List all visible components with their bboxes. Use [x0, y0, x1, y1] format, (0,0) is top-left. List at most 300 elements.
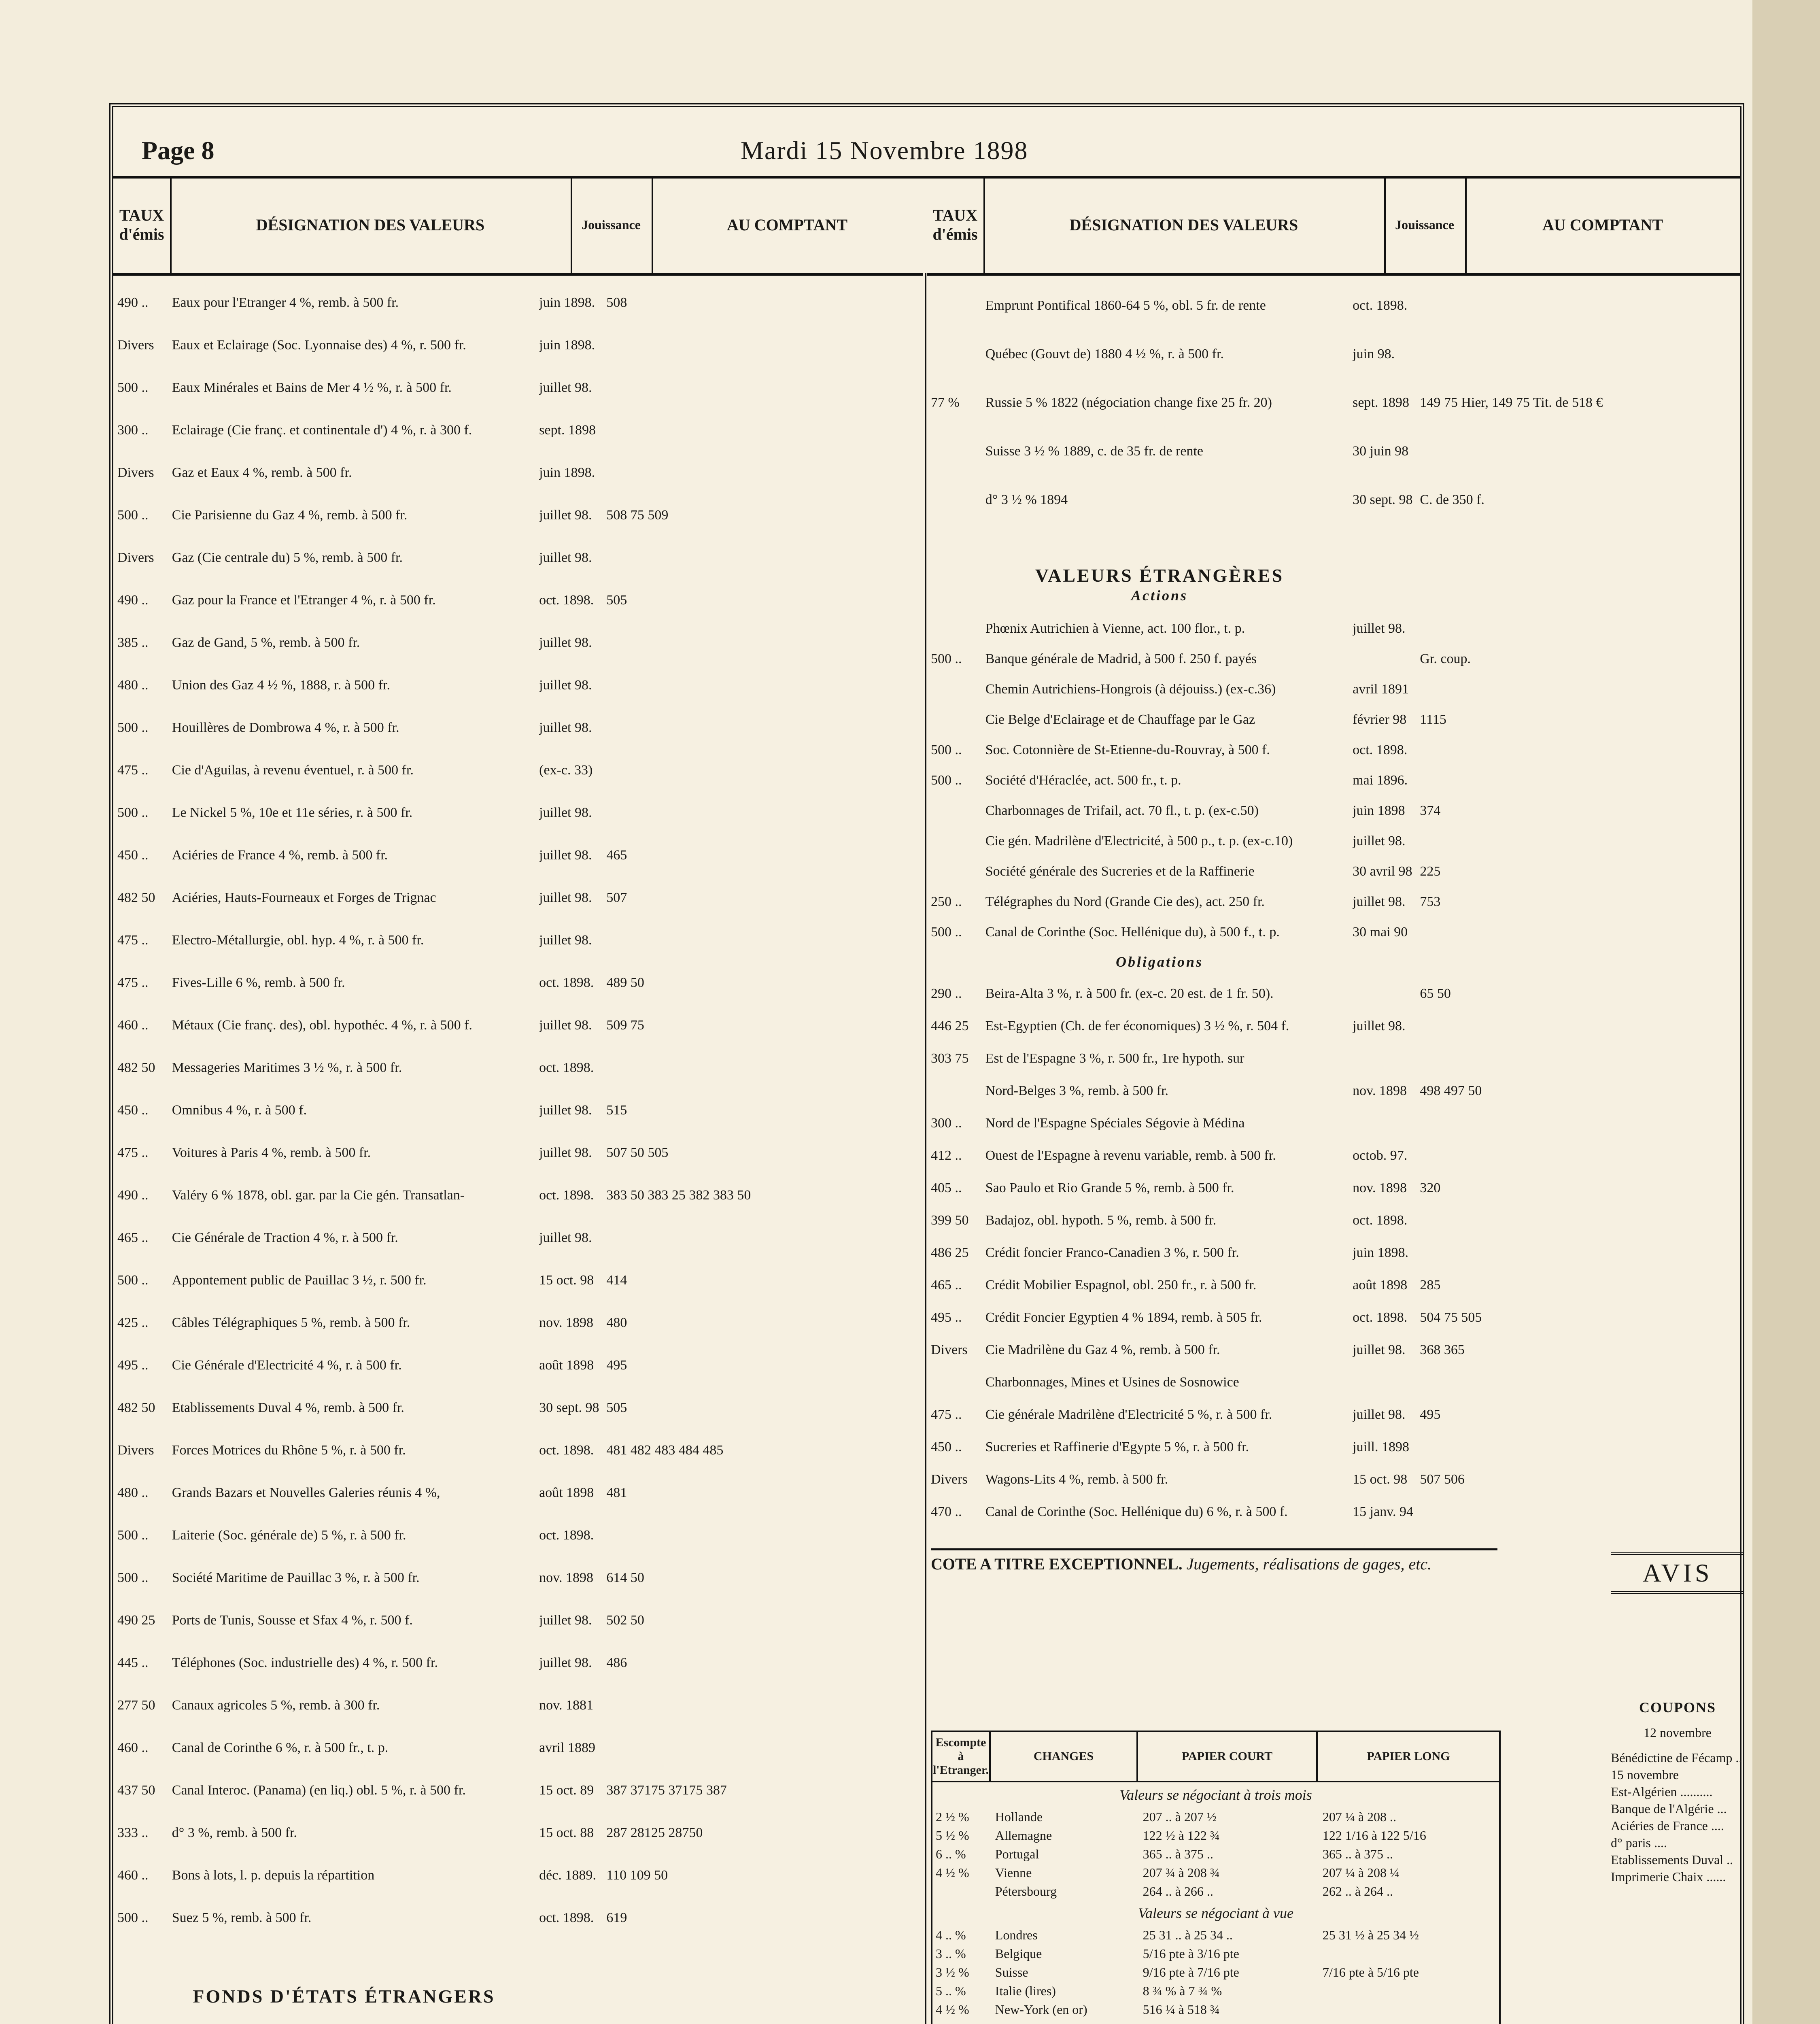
designation-cell: Canaux agricoles 5 %, remb. à 300 fr.: [172, 1698, 380, 1713]
comptant-header-right: AU COMPTANT: [1542, 215, 1663, 234]
table-row: [117, 1004, 923, 1046]
coupon-item: d° paris ....: [1611, 1835, 1667, 1850]
taux-cell: 465 ..: [117, 1230, 149, 1245]
designation-cell: Le Nickel 5 %, 10e et 11e séries, r. à 500 fr.: [172, 805, 413, 820]
designation-cell: [172, 2018, 539, 2024]
designation-cell: Eaux et Eclairage (Soc. Lyonnaise des) 4 %, r. 500 fr.: [172, 338, 466, 353]
taux-cell: Divers: [117, 465, 154, 480]
taux-cell: 475 ..: [117, 763, 149, 778]
table-row: [117, 1896, 923, 1939]
change-court-cell: 264 .. à 266 ..: [1143, 1884, 1213, 1899]
comptant-cell: 225: [1420, 864, 1441, 879]
table-row: [931, 1172, 1736, 1204]
comptant-cell: 1115: [1420, 712, 1446, 727]
designation-cell: Omnibus 4 %, r. à 500 f.: [172, 1103, 307, 1118]
comptant-cell: 465: [606, 848, 627, 863]
comptant-cell: 481 482 483 484 485: [606, 1443, 724, 1458]
comptant-cell: [606, 1726, 923, 1769]
jouissance-cell: juillet 98.: [539, 1018, 592, 1033]
comptant-cell: 414: [606, 1273, 627, 1288]
change-row: [932, 1963, 1499, 1981]
jouissance-cell: nov. 1898: [1353, 1083, 1407, 1098]
jouissance-cell: octob. 97.: [1353, 1148, 1408, 1163]
comptant-cell: 508 75 509: [606, 508, 669, 523]
jouissance-cell: février 98: [1353, 712, 1407, 727]
table-row: [931, 1334, 1736, 1366]
change-long-cell: 7/16 pte à 5/16 pte: [1322, 1965, 1419, 1979]
taux-cell: 470 ..: [931, 1504, 962, 1519]
actions-listing: [931, 613, 1736, 947]
table-row: [117, 791, 923, 834]
coupon-item: 15 novembre: [1611, 1767, 1679, 1782]
table-row: [117, 1556, 923, 1599]
designation-cell: Société d'Héraclée, act. 500 fr., t. p.: [985, 773, 1181, 788]
table-row: [117, 1684, 923, 1726]
jouissance-cell: juin 1898.: [539, 465, 595, 480]
table-row: [117, 451, 923, 494]
comptant-cell: 480: [606, 1315, 627, 1330]
change-row: [932, 1807, 1499, 1826]
taux-cell: 412 ..: [931, 1148, 962, 1163]
designation-cell: d° 3 ½ % 1894: [985, 492, 1068, 507]
table-row: [931, 704, 1736, 735]
jouissance-cell: juillet 98.: [539, 1655, 592, 1670]
taux-cell: 277 50: [117, 1698, 155, 1713]
comptant-cell: 507 506: [1420, 1472, 1465, 1487]
comptant-cell: 502 50: [606, 1613, 644, 1628]
jouissance-cell: juillet 98.: [539, 635, 592, 650]
jouissance-cell: [1353, 1042, 1420, 1075]
designation-cell: Sucreries et Raffinerie d'Egypte 5 %, r. à 500 fr.: [985, 1439, 1249, 1454]
comptant-cell: [606, 2018, 923, 2024]
jouissance-cell: (ex-c. 33): [539, 763, 593, 778]
comptant-cell: 320: [1420, 1180, 1441, 1195]
etrangers-listing: [117, 2018, 923, 2024]
designation-cell: Valéry 6 % 1878, obl. gar. par la Cie gén. Transatlan-: [172, 1188, 465, 1203]
designation-cell: Cie Générale d'Electricité 4 %, r. à 500 fr.: [172, 1358, 402, 1373]
jouissance-cell: 15 oct. 98: [539, 1273, 594, 1288]
table-row: [117, 1046, 923, 1089]
page-date: Mardi 15 Novembre 1898: [741, 136, 1028, 165]
designation-cell: Ouest de l'Espagne à revenu variable, remb. à 500 fr.: [985, 1148, 1276, 1163]
designation-cell: Etablissements Duval 4 %, remb. à 500 fr.: [172, 1400, 404, 1415]
designation-cell: Badajoz, obl. hypoth. 5 %, remb. à 500 fr.: [985, 1213, 1217, 1228]
change-row: [932, 1926, 1499, 1944]
comptant-cell: 486: [606, 1655, 627, 1670]
taux-cell: 460 ..: [117, 1868, 149, 1883]
table-row: [117, 664, 923, 706]
jouissance-cell: juillet 98.: [539, 380, 592, 395]
comptant-cell: 287 28125 28750: [606, 1825, 703, 1840]
jouissance-cell: juin 1898: [1353, 803, 1405, 818]
table-row: [931, 856, 1736, 887]
jouissance-cell: oct. 1898.: [539, 593, 594, 608]
designation-cell: Soc. Cotonnière de St-Etienne-du-Rouvray, à 500 f.: [985, 742, 1270, 757]
table-row: [931, 1042, 1736, 1075]
comptant-cell: [606, 749, 923, 791]
designation-cell: Nord-Belges 3 %, remb. à 500 fr.: [985, 1083, 1169, 1098]
comptant-cell: [1420, 1366, 1736, 1399]
section-subtitle-actions: Actions: [1131, 587, 1188, 604]
taux-cell: 475 ..: [117, 1145, 149, 1160]
jouissance-cell: avril 1891: [1353, 682, 1409, 697]
designation-cell: Canal de Corinthe (Soc. Hellénique du) 6 %, r. à 500 f.: [985, 1504, 1288, 1519]
table-row: [117, 1386, 923, 1429]
table-row: [117, 919, 923, 961]
taux-cell: 425 ..: [117, 1315, 149, 1330]
change-row: [932, 1863, 1499, 1882]
comptant-cell: 515: [606, 1103, 627, 1118]
comptant-cell: [1420, 735, 1736, 765]
change-court-cell: 25 31 .. à 25 34 ..: [1143, 1928, 1233, 1942]
change-esc-cell: 5 ½ %: [936, 1828, 969, 1843]
jouissance-cell: juillet 98.: [539, 933, 592, 948]
taux-cell: 490 ..: [117, 1188, 149, 1203]
comptant-cell: [1420, 826, 1736, 856]
taux-cell: Divers: [117, 338, 154, 353]
comptant-cell: [1420, 1204, 1736, 1237]
comptant-cell: 507 50 505: [606, 1145, 669, 1160]
jouissance-cell: 15 oct. 88: [539, 1825, 594, 1840]
comptant-header: AU COMPTANT: [726, 215, 848, 234]
change-place-cell: Vienne: [995, 1865, 1032, 1880]
change-long-cell: 122 1/16 à 122 5/16: [1322, 1828, 1426, 1843]
change-esc-cell: 4 .. %: [936, 1928, 966, 1942]
taux-cell: Divers: [931, 1472, 968, 1487]
jouissance-cell: 30 sept. 98: [539, 1400, 599, 1415]
table-row: [117, 1259, 923, 1301]
taux-cell: 437 50: [117, 1783, 155, 1798]
newspaper-page: [109, 103, 1744, 2024]
change-place-cell: Pétersbourg: [995, 1884, 1057, 1899]
table-row: [931, 735, 1736, 765]
table-row: [931, 427, 1736, 476]
change-row: [932, 2000, 1499, 2019]
designation-cell: Emprunt Pontifical 1860-64 5 %, obl. 5 fr. de rente: [985, 298, 1266, 313]
comptant-cell: [606, 1046, 923, 1089]
designation-cell: Cie Parisienne du Gaz 4 %, remb. à 500 fr.: [172, 508, 408, 523]
table-row: [931, 1366, 1736, 1399]
designation-cell: Crédit Foncier Egyptien 4 % 1894, remb. à 505 fr.: [985, 1310, 1262, 1325]
jouissance-cell: sept. 1898: [539, 423, 596, 438]
right-column-header: [927, 176, 1740, 276]
three-months-heading: Valeurs se négociant à trois mois: [1119, 1787, 1312, 1803]
jouissance-cell: [1353, 644, 1420, 674]
designation-cell: Wagons-Lits 4 %, remb. à 500 fr.: [985, 1472, 1168, 1487]
change-court-cell: 5/16 pte à 3/16 pte: [1143, 1946, 1239, 1961]
comptant-cell: [606, 791, 923, 834]
table-row: [931, 330, 1736, 378]
comptant-cell: [1420, 281, 1736, 330]
comptant-cell: 374: [1420, 803, 1441, 818]
table-row: [117, 494, 923, 536]
designation-cell: Voitures à Paris 4 %, remb. à 500 fr.: [172, 1145, 371, 1160]
change-esc-cell: [932, 1882, 992, 1901]
comptant-cell: [1420, 1237, 1736, 1269]
table-row: [931, 674, 1736, 704]
page-header: [113, 107, 1740, 179]
coupons-date: 12 novembre: [1644, 1725, 1712, 1740]
changes-table: [931, 1731, 1501, 2024]
table-row: [931, 1431, 1736, 1463]
coupon-item: Aciéries de France ....: [1611, 1818, 1724, 1833]
taux-cell: 333 ..: [117, 1825, 149, 1840]
table-row: [931, 917, 1736, 947]
table-row: [931, 1075, 1736, 1107]
designation-cell: Chemin Autrichiens-Hongrois (à déjouiss.) (ex-c.36): [985, 682, 1276, 697]
table-row: [117, 1854, 923, 1896]
designation-cell: Gaz (Cie centrale du) 5 %, remb. à 500 fr.: [172, 550, 403, 565]
jouissance-cell: nov. 1881: [539, 1698, 593, 1713]
comptant-cell: 383 50 383 25 382 383 50: [606, 1188, 751, 1203]
jouissance-cell: 30 juin 98: [1353, 444, 1409, 459]
change-row: [932, 1944, 1499, 1963]
jouissance-cell: juillet 98.: [539, 1230, 592, 1245]
change-place-cell: Suisse: [995, 1965, 1028, 1979]
table-row: [117, 1811, 923, 1854]
comptant-cell: [1420, 1010, 1736, 1042]
designation-cell: Est-Egyptien (Ch. de fer économiques) 3 ½ %, r. 504 f.: [985, 1018, 1289, 1033]
jouissance-cell: juillet 98.: [539, 720, 592, 735]
taux-cell: 500 ..: [931, 742, 962, 757]
taux-cell: [931, 674, 985, 704]
change-court-cell: 9/16 pte à 7/16 pte: [1143, 1965, 1239, 1979]
taux-cell: 480 ..: [117, 678, 149, 693]
table-row: [931, 1107, 1736, 1140]
taux-cell: 445 ..: [117, 1655, 149, 1670]
jouissance-cell: juillet 98.: [1353, 894, 1406, 909]
table-row: [931, 765, 1736, 795]
coupon-item: Bénédictine de Fécamp ..: [1611, 1750, 1742, 1765]
table-row: [931, 887, 1736, 917]
designation-cell: d° 3 %, remb. à 500 fr.: [172, 1825, 297, 1840]
center-divider: [925, 273, 926, 2024]
taux-cell: 475 ..: [117, 933, 149, 948]
change-long-cell: 207 ¼ à 208 ¼: [1322, 1865, 1400, 1880]
change-esc-cell: 3 ½ %: [936, 1965, 969, 1979]
left-listing: [117, 281, 923, 1939]
taux-cell: [931, 704, 985, 735]
table-row: [931, 1010, 1736, 1042]
taux-cell: 475 ..: [117, 975, 149, 990]
change-long-cell: [1319, 1944, 1499, 1963]
comptant-cell: [1420, 1042, 1736, 1075]
jouissance-cell: nov. 1898: [539, 1315, 593, 1330]
taux-cell: 500 ..: [117, 805, 149, 820]
change-esc-cell: 6 .. %: [936, 1847, 966, 1861]
table-row: [117, 281, 923, 324]
jouissance-cell: oct. 1898.: [1353, 298, 1408, 313]
jouissance-cell: oct. 1898.: [539, 975, 594, 990]
comptant-cell: 505: [606, 593, 627, 608]
designation-cell: Canal de Corinthe (Soc. Hellénique du), à 500 f., t. p.: [985, 925, 1280, 940]
jouissance-cell: juillet 98.: [539, 848, 592, 863]
change-row: [932, 1882, 1499, 1901]
designation-cell: Métaux (Cie franç. des), obl. hypothéc. 4 %, r. à 500 f.: [172, 1018, 472, 1033]
change-long-cell: 207 ¼ à 208 ..: [1322, 1809, 1397, 1824]
designation-cell: Cie Générale de Traction 4 %, r. à 500 fr.: [172, 1230, 398, 1245]
taux-cell: 500 ..: [931, 773, 962, 788]
change-row: [932, 1981, 1499, 2000]
designation-cell: Gaz et Eaux 4 %, remb. à 500 fr.: [172, 465, 352, 480]
designation-cell: Bons à lots, l. p. depuis la répartition: [172, 1868, 375, 1883]
table-row: [117, 706, 923, 749]
change-place-cell: Belgique: [995, 1946, 1042, 1961]
cote-subtitle: Jugements, réalisations de gages, etc.: [1186, 1555, 1432, 1573]
comptant-cell: [606, 536, 923, 579]
comptant-cell: 387 37175 37175 387: [606, 1783, 727, 1798]
designation-cell: Téléphones (Soc. industrielle des) 4 %, r. 500 fr.: [172, 1655, 438, 1670]
designation-cell: Union des Gaz 4 ½ %, 1888, r. à 500 fr.: [172, 678, 390, 693]
table-row: [117, 1641, 923, 1684]
table-row: [931, 476, 1736, 524]
change-court-cell: 122 ½ à 122 ¾: [1143, 1828, 1220, 1843]
table-row: [117, 961, 923, 1004]
comptant-cell: [606, 664, 923, 706]
designation-cell: Messageries Maritimes 3 ½ %, r. à 500 fr.: [172, 1060, 402, 1075]
taux-cell: 500 ..: [117, 1910, 149, 1925]
taux-cell: 490 25: [117, 1613, 155, 1628]
comptant-cell: [1420, 1496, 1736, 1528]
table-row: [931, 1237, 1736, 1269]
designation-cell: Sao Paulo et Rio Grande 5 %, remb. à 500 fr.: [985, 1180, 1234, 1195]
change-long-cell: 25 31 ½ à 25 34 ½: [1322, 1928, 1419, 1942]
jouissance-cell: avril 1889: [539, 1740, 595, 1755]
designation-cell: Nord de l'Espagne Spéciales Ségovie à Médina: [985, 1116, 1245, 1131]
designation-cell: Cie Madrilène du Gaz 4 %, remb. à 500 fr.: [985, 1342, 1220, 1357]
jouissance-cell: juillet 98.: [1353, 621, 1406, 636]
jouissance-cell: [539, 2018, 606, 2024]
table-row: [931, 795, 1736, 826]
change-row: [932, 1845, 1499, 1863]
coupon-item: Est-Algérien ..........: [1611, 1784, 1713, 1799]
designation-cell: Grands Bazars et Nouvelles Galeries réunis 4 %,: [172, 1485, 440, 1500]
comptant-cell: 495: [606, 1358, 627, 1373]
section-title-valeurs-etrangeres: VALEURS ÉTRANGÈRES: [1035, 565, 1284, 586]
designation-cell: Russie 5 % 1822 (négociation change fixe 25 fr. 20): [985, 395, 1272, 410]
comptant-cell: [606, 1216, 923, 1259]
comptant-cell: [1420, 330, 1736, 378]
table-row: [931, 1204, 1736, 1237]
jouissance-cell: oct. 1898.: [1353, 742, 1408, 757]
designation-cell: Aciéries de France 4 %, remb. à 500 fr.: [172, 848, 388, 863]
avis-sidebar: [1611, 1552, 1744, 2024]
change-esc-cell: 2 ½ %: [936, 1809, 969, 1824]
papier-long-head: PAPIER LONG: [1367, 1750, 1450, 1763]
jouissance-cell: nov. 1898: [1353, 1180, 1407, 1195]
taux-cell: [931, 826, 985, 856]
designation-cell: Télégraphes du Nord (Grande Cie des), act. 250 fr.: [985, 894, 1265, 909]
jouissance-cell: juillet 98.: [539, 1613, 592, 1628]
taux-cell: 495 ..: [931, 1310, 962, 1325]
jouissance-cell: juin 1898.: [539, 338, 595, 353]
comptant-cell: 495: [1420, 1407, 1441, 1422]
papier-court-head: PAPIER COURT: [1138, 1732, 1318, 1781]
designation-cell: Crédit Mobilier Espagnol, obl. 250 fr., r. à 500 fr.: [985, 1278, 1257, 1293]
table-row: [117, 1514, 923, 1556]
right-listing: [931, 281, 1736, 524]
jouissance-cell: juillet 98.: [539, 1145, 592, 1160]
coupon-item: Etablissements Duval ..: [1611, 1852, 1733, 1867]
page-number: Page 8: [142, 136, 214, 165]
jouissance-cell: juillet 98.: [1353, 833, 1406, 848]
comptant-cell: [1420, 1431, 1736, 1463]
jouissance-cell: sept. 1898: [1353, 395, 1409, 410]
jouissance-cell: mai 1896.: [1353, 773, 1408, 788]
comptant-cell: 481: [606, 1485, 627, 1500]
table-row: [117, 876, 923, 919]
jouissance-cell: juillet 98.: [539, 890, 592, 905]
table-row: [117, 834, 923, 876]
cote-exceptionnel: [931, 1548, 1497, 1573]
taux-cell: 482 50: [117, 1400, 155, 1415]
jouissance-cell: juin 98.: [1353, 347, 1395, 361]
designation-cell: Société générale des Sucreries et de la Raffinerie: [985, 864, 1255, 879]
table-row: [931, 1301, 1736, 1334]
taux-cell: 500 ..: [117, 1273, 149, 1288]
designation-cell: Suisse 3 ½ % 1889, c. de 35 fr. de rente: [985, 444, 1203, 459]
comptant-cell: C. de 350 f.: [1420, 492, 1484, 507]
comptant-cell: 285: [1420, 1278, 1441, 1293]
jouissance-cell: juillet 98.: [539, 550, 592, 565]
comptant-cell: [606, 706, 923, 749]
table-row: [117, 1471, 923, 1514]
comptant-cell: 507: [606, 890, 627, 905]
cote-title: COTE A TITRE EXCEPTIONNEL.: [931, 1555, 1183, 1573]
taux-cell: 500 ..: [117, 508, 149, 523]
comptant-cell: [606, 1684, 923, 1726]
taux-cell: 77 %: [931, 395, 960, 410]
table-row: [117, 1301, 923, 1344]
jouissance-cell: juillet 98.: [539, 1103, 592, 1118]
designation-cell: Gaz de Gand, 5 %, remb. à 500 fr.: [172, 635, 360, 650]
designation-cell: Eclairage (Cie franç. et continentale d') 4 %, r. à 300 f.: [172, 423, 472, 438]
table-row: [117, 536, 923, 579]
change-court-cell: 207 .. à 207 ½: [1143, 1809, 1217, 1824]
comptant-cell: [1420, 917, 1736, 947]
taux-cell: 385 ..: [117, 635, 149, 650]
table-row: [117, 1726, 923, 1769]
comptant-cell: [1420, 427, 1736, 476]
taux-cell: [931, 281, 985, 330]
jouissance-cell: juillet 98.: [1353, 1407, 1406, 1422]
taux-cell: 465 ..: [931, 1278, 962, 1293]
taux-cell: 450 ..: [931, 1439, 962, 1454]
designation-cell: Canal Interoc. (Panama) (en liq.) obl. 5 %, r. à 500 fr.: [172, 1783, 466, 1798]
coupon-item: Banque de l'Algérie ...: [1611, 1801, 1727, 1816]
taux-cell: 300 ..: [931, 1116, 962, 1131]
comptant-cell: [606, 1514, 923, 1556]
jouissance-cell: [1353, 978, 1420, 1010]
jouissance-cell: juillet 98.: [539, 678, 592, 693]
taux-cell: 460 ..: [117, 1740, 149, 1755]
designation-cell: Phœnix Autrichien à Vienne, act. 100 flor., t. p.: [985, 621, 1245, 636]
comptant-cell: 110 109 50: [606, 1868, 668, 1883]
change-esc-cell: 4 ½ %: [936, 2002, 969, 2017]
jouissance-cell: [1353, 1107, 1420, 1140]
jouissance-header: Jouissance: [571, 176, 653, 273]
designation-cell: Appontement public de Pauillac 3 ½, r. 500 fr.: [172, 1273, 427, 1288]
designation-cell: Ports de Tunis, Sousse et Sfax 4 %, r. 500 f.: [172, 1613, 413, 1628]
table-row: [931, 644, 1736, 674]
comptant-cell: [1420, 1107, 1736, 1140]
table-row: [931, 1399, 1736, 1431]
jouissance-cell: juill. 1898: [1353, 1439, 1409, 1454]
table-row: [117, 1089, 923, 1131]
table-row: [117, 1599, 923, 1641]
taux-cell: 460 ..: [117, 1018, 149, 1033]
comptant-cell: 505: [606, 1400, 627, 1415]
